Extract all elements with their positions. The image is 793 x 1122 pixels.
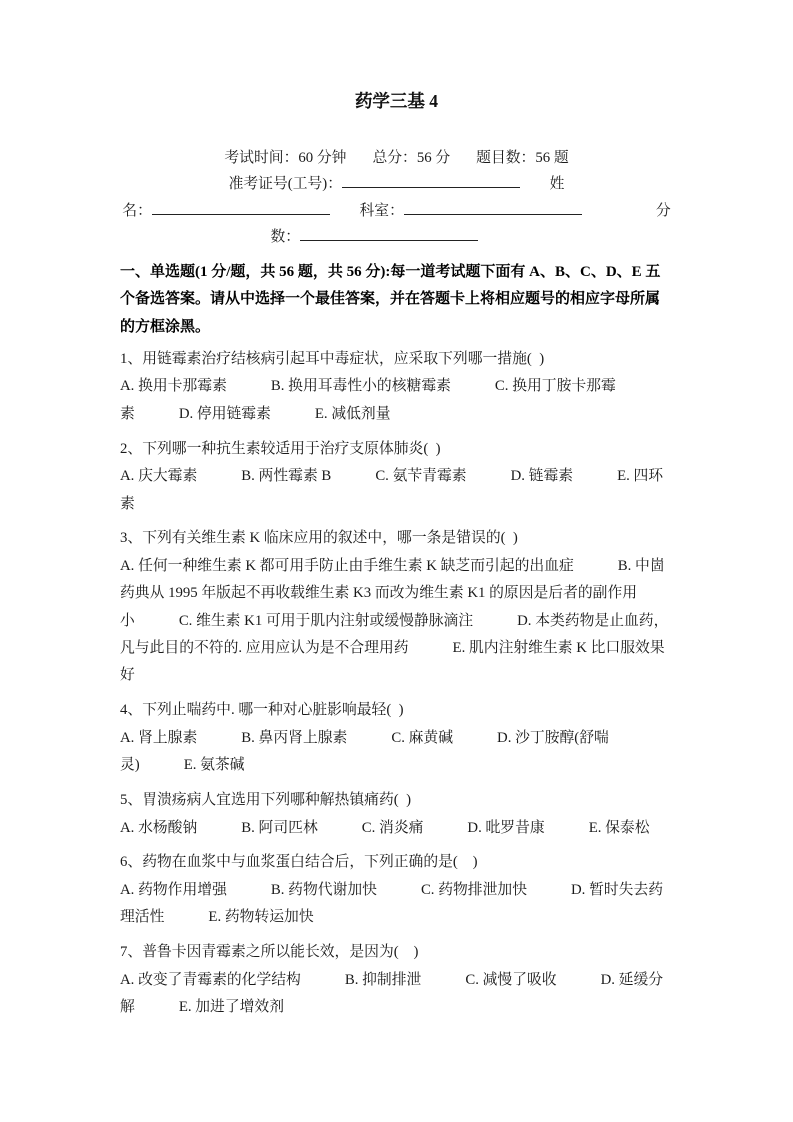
question-option: B. 药物代谢加快 (270, 881, 377, 898)
question-option: A. 任何一种维生素 K 都可用手防止由手维生素 K 缺芝而引起的出血症 (120, 557, 574, 574)
question-option: C. 氨苄青霉素 (375, 468, 467, 485)
question-option: D. 吡罗昔康 (467, 819, 545, 836)
form-label: 分 (581, 202, 671, 219)
question-options (120, 815, 673, 842)
question-stem: 2、下列哪一种抗生素较适用于治疗支原体肺炎( ) (120, 440, 441, 457)
question-stem: 6、药物在血浆中与血浆蛋白结合后，下列正确的是( ) (120, 854, 478, 871)
blank-field-admission-number (342, 172, 520, 188)
question-stem: 5、胃溃疡病人宜选用下列哪种解热镇痛药( ) (120, 792, 411, 809)
question-option: A. 水杨酸钠 (120, 819, 198, 836)
question-option: C. 药物排泄加快 (420, 881, 527, 898)
question-block (120, 436, 673, 518)
question-option: D. 沙丁胺醇(舒喘灵) (120, 729, 609, 774)
question-block (120, 939, 673, 1021)
question-option: A. 改变了青霉素的化学结构 (120, 971, 301, 988)
question-option: B. 两性霉素 B (241, 468, 332, 485)
question-option: E. 保泰松 (588, 819, 650, 836)
question-option: E. 药物转运加快 (208, 909, 314, 926)
question-options (120, 373, 673, 428)
question-block (120, 346, 673, 428)
question-option: B. 阿司匹林 (241, 819, 318, 836)
form-label: 科室： (329, 202, 404, 219)
question-option: B. 鼻丙肾上腺素 (241, 729, 348, 746)
exam-info-item: 题目数：56 题 (476, 150, 569, 166)
question-stem: 7、普鲁卡因青霉素之所以能长效，是因为( ) (120, 944, 419, 961)
form-line (120, 171, 673, 198)
question-option: C. 维生素 K1 可用于肌内注射或缓慢静脉滴注 (178, 612, 474, 629)
question-stem: 3、下列有关维生素 K 临床应用的叙述中，哪一条是错误的( ) (120, 530, 518, 547)
page-title: 药学三基 4 (354, 91, 439, 111)
question-options (120, 463, 673, 518)
question-block (120, 525, 673, 689)
questions (120, 346, 673, 1021)
blank-field-score (300, 225, 478, 241)
blank-field-name (152, 199, 330, 215)
form-line (120, 198, 673, 225)
question-option: E. 四环素 (120, 468, 664, 512)
question-option: D. 延缓分解 (120, 971, 664, 1015)
form-label: 数： (270, 229, 301, 246)
question-option: B. 换用耳毒性小的核糖霉素 (270, 378, 451, 395)
question-option: C. 换用丁胺卡那霉素 (120, 378, 616, 422)
question-option: C. 麻黄碱 (391, 729, 454, 746)
exam-info-item: 总分：56 分 (372, 150, 451, 166)
question-option: E. 氨茶碱 (183, 757, 245, 774)
form-label (478, 229, 522, 245)
blank-field-department (404, 199, 582, 215)
question-option: B. 中崮药典从 1995 年版起不再收载维生素 K3 而改为维生素 K1 的原因是后者的副作用小 (120, 557, 665, 629)
question-option: D. 本类药物是止血药，凡与此目的不符的. 应用应认为是不合理用药 (120, 612, 669, 657)
form-line (120, 224, 673, 251)
form-fields (120, 171, 673, 251)
question-option: A. 肾上腺素 (120, 729, 198, 746)
question-options (120, 967, 673, 1022)
question-options (120, 725, 673, 780)
question-option: B. 抑制排泄 (344, 971, 422, 988)
question-block (120, 849, 673, 931)
question-option: A. 庆大霉素 (120, 468, 198, 485)
question-option: D. 暂时失去药理活性 (120, 881, 664, 926)
form-label: 名： (122, 202, 152, 219)
form-label: 姓 (520, 176, 565, 192)
question-block (120, 787, 673, 842)
question-option: D. 停用链霉素 (178, 405, 271, 422)
question-option: A. 药物作用增强 (120, 881, 227, 898)
question-stem: 4、下列止喘药中. 哪一种对心脏影响最轻( ) (120, 702, 404, 719)
question-option: E. 减低剂量 (314, 405, 391, 422)
section-instructions: 一、单选题(1 分/题，共 56 题，共 56 分):每一道考试题下面有 A、B、C、D、E 五个备选答案。请从中选择一个最佳答案，并在答题卡上将相应题号的相应字母所属的方框涂黑。 (120, 263, 661, 335)
question-option: C. 消炎痛 (361, 819, 424, 836)
question-option: E. 肌内注射维生素 K 比口服效果好 (120, 640, 665, 684)
exam-info-line (120, 145, 673, 171)
question-options (120, 553, 673, 690)
question-stem: 1、用链霉素治疗结核病引起耳中毒症状，应采取下列哪一措施( ) (120, 351, 545, 367)
form-label: 准考证号(工号)： (228, 176, 343, 192)
question-options (120, 877, 673, 932)
question-option: C. 减慢了吸收 (465, 971, 557, 988)
question-option: A. 换用卡那霉素 (120, 378, 227, 395)
exam-info-item: 考试时间：60 分钟 (224, 150, 347, 166)
question-option: E. 加进了增效剂 (178, 998, 285, 1015)
question-block (120, 697, 673, 779)
question-option: D. 链霉素 (510, 468, 574, 485)
